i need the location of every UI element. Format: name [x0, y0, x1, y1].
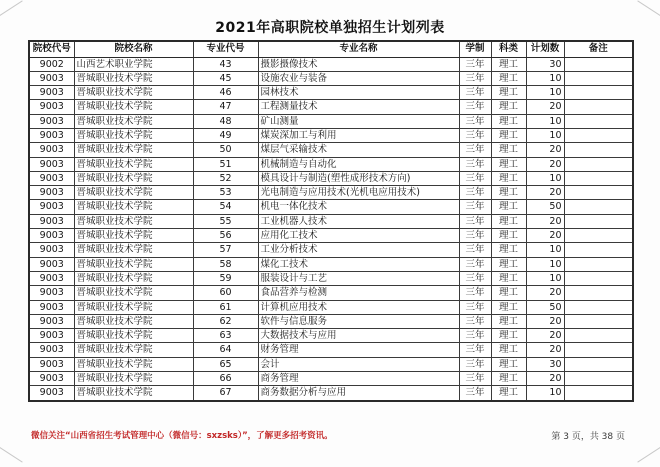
header-plan-count: 计划数 [526, 41, 564, 57]
table-row [29, 314, 633, 328]
table-row [29, 114, 633, 128]
table-row [29, 200, 633, 214]
college-code-cell: 9003 [29, 86, 74, 100]
major-name-cell: 机械制造与自动化 [258, 157, 459, 171]
category-cell: 理工 [491, 171, 526, 185]
major-name-cell: 计算机应用技术 [258, 300, 459, 314]
category-cell: 理工 [491, 286, 526, 300]
major-name-cell: 商务数据分析与应用 [258, 386, 459, 401]
major-code-cell: 58 [193, 257, 258, 271]
remark-cell [564, 100, 633, 114]
major-name-cell: 模具设计与制造(塑性成形技术方向) [258, 171, 459, 185]
plan-count-cell: 10 [526, 257, 564, 271]
college-name-cell: 晋城职业技术学院 [74, 314, 193, 328]
table-row [29, 86, 633, 100]
table-row [29, 386, 633, 401]
duration-cell: 三年 [459, 372, 491, 386]
enrollment-plan-table [28, 40, 634, 402]
major-name-cell: 煤层气采输技术 [258, 143, 459, 157]
major-name-cell: 工程测量技术 [258, 100, 459, 114]
college-name-cell: 晋城职业技术学院 [74, 286, 193, 300]
remark-cell [564, 114, 633, 128]
major-name-cell: 服装设计与工艺 [258, 271, 459, 285]
category-cell: 理工 [491, 100, 526, 114]
college-name-cell: 晋城职业技术学院 [74, 214, 193, 228]
duration-cell: 三年 [459, 286, 491, 300]
major-code-cell: 48 [193, 114, 258, 128]
major-code-cell: 49 [193, 128, 258, 142]
college-code-cell: 9003 [29, 357, 74, 371]
plan-count-cell: 20 [526, 286, 564, 300]
remark-cell [564, 128, 633, 142]
major-code-cell: 62 [193, 314, 258, 328]
plan-count-cell: 20 [526, 143, 564, 157]
duration-cell: 三年 [459, 157, 491, 171]
plan-count-cell: 20 [526, 214, 564, 228]
duration-cell: 三年 [459, 343, 491, 357]
college-code-cell: 9003 [29, 343, 74, 357]
major-name-cell: 矿山测量 [258, 114, 459, 128]
table-row [29, 343, 633, 357]
major-code-cell: 65 [193, 357, 258, 371]
table-row [29, 271, 633, 285]
remark-cell [564, 343, 633, 357]
category-cell: 理工 [491, 57, 526, 71]
duration-cell: 三年 [459, 200, 491, 214]
major-name-cell: 煤炭深加工与利用 [258, 128, 459, 142]
remark-cell [564, 171, 633, 185]
table-row [29, 286, 633, 300]
duration-cell: 三年 [459, 86, 491, 100]
duration-cell: 三年 [459, 214, 491, 228]
plan-count-cell: 20 [526, 229, 564, 243]
page-fold-mark [0, 444, 23, 462]
college-name-cell: 晋城职业技术学院 [74, 128, 193, 142]
remark-cell [564, 300, 633, 314]
footer-wechat-notice: 微信关注“山西省招生考试管理中心（微信号：sxzsks）”，了解更多招考资讯。 [31, 431, 333, 441]
table-row [29, 171, 633, 185]
category-cell: 理工 [491, 300, 526, 314]
college-name-cell: 晋城职业技术学院 [74, 100, 193, 114]
header-major-name: 专业名称 [258, 41, 459, 57]
remark-cell [564, 57, 633, 71]
plan-count-cell: 20 [526, 186, 564, 200]
table-row [29, 71, 633, 85]
major-name-cell: 机电一体化技术 [258, 200, 459, 214]
college-code-cell: 9002 [29, 57, 74, 71]
plan-count-cell: 20 [526, 157, 564, 171]
page-fold-mark [0, 0, 23, 18]
plan-count-cell: 20 [526, 100, 564, 114]
header-category: 科类 [491, 41, 526, 57]
plan-count-cell: 10 [526, 171, 564, 185]
major-code-cell: 54 [193, 200, 258, 214]
duration-cell: 三年 [459, 257, 491, 271]
duration-cell: 三年 [459, 128, 491, 142]
remark-cell [564, 329, 633, 343]
college-name-cell: 晋城职业技术学院 [74, 86, 193, 100]
plan-count-cell: 20 [526, 343, 564, 357]
remark-cell [564, 257, 633, 271]
major-name-cell: 会计 [258, 357, 459, 371]
major-name-cell: 商务管理 [258, 372, 459, 386]
remark-cell [564, 200, 633, 214]
major-code-cell: 50 [193, 143, 258, 157]
page-fold-mark [637, 444, 660, 462]
college-name-cell: 晋城职业技术学院 [74, 243, 193, 257]
category-cell: 理工 [491, 128, 526, 142]
plan-count-cell: 20 [526, 372, 564, 386]
college-code-cell: 9003 [29, 372, 74, 386]
remark-cell [564, 243, 633, 257]
header-college-code: 院校代号 [29, 41, 74, 57]
plan-count-cell: 20 [526, 314, 564, 328]
major-code-cell: 63 [193, 329, 258, 343]
major-code-cell: 56 [193, 229, 258, 243]
college-code-cell: 9003 [29, 157, 74, 171]
remark-cell [564, 314, 633, 328]
college-name-cell: 晋城职业技术学院 [74, 171, 193, 185]
major-code-cell: 61 [193, 300, 258, 314]
duration-cell: 三年 [459, 300, 491, 314]
category-cell: 理工 [491, 86, 526, 100]
plan-count-cell: 10 [526, 243, 564, 257]
table-row [29, 329, 633, 343]
college-code-cell: 9003 [29, 229, 74, 243]
major-name-cell: 大数据技术与应用 [258, 329, 459, 343]
major-code-cell: 46 [193, 86, 258, 100]
college-name-cell: 晋城职业技术学院 [74, 71, 193, 85]
category-cell: 理工 [491, 157, 526, 171]
major-code-cell: 47 [193, 100, 258, 114]
category-cell: 理工 [491, 314, 526, 328]
major-code-cell: 55 [193, 214, 258, 228]
college-name-cell: 晋城职业技术学院 [74, 143, 193, 157]
category-cell: 理工 [491, 329, 526, 343]
duration-cell: 三年 [459, 386, 491, 401]
category-cell: 理工 [491, 114, 526, 128]
remark-cell [564, 357, 633, 371]
remark-cell [564, 186, 633, 200]
major-code-cell: 67 [193, 386, 258, 401]
header-major-code: 专业代号 [193, 41, 258, 57]
major-code-cell: 45 [193, 71, 258, 85]
college-code-cell: 9003 [29, 100, 74, 114]
major-name-cell: 光电制造与应用技术(光机电应用技术) [258, 186, 459, 200]
college-code-cell: 9003 [29, 286, 74, 300]
college-name-cell: 晋城职业技术学院 [74, 114, 193, 128]
header-college-name: 院校名称 [74, 41, 193, 57]
major-code-cell: 59 [193, 271, 258, 285]
plan-count-cell: 50 [526, 300, 564, 314]
table-row [29, 243, 633, 257]
duration-cell: 三年 [459, 186, 491, 200]
college-code-cell: 9003 [29, 186, 74, 200]
remark-cell [564, 286, 633, 300]
duration-cell: 三年 [459, 100, 491, 114]
college-name-cell: 晋城职业技术学院 [74, 386, 193, 401]
category-cell: 理工 [491, 143, 526, 157]
major-name-cell: 食品营养与检测 [258, 286, 459, 300]
remark-cell [564, 86, 633, 100]
major-code-cell: 53 [193, 186, 258, 200]
college-name-cell: 山西艺术职业学院 [74, 57, 193, 71]
remark-cell [564, 71, 633, 85]
major-code-cell: 51 [193, 157, 258, 171]
remark-cell [564, 214, 633, 228]
college-name-cell: 晋城职业技术学院 [74, 372, 193, 386]
category-cell: 理工 [491, 257, 526, 271]
category-cell: 理工 [491, 357, 526, 371]
plan-count-cell: 10 [526, 86, 564, 100]
major-name-cell: 软件与信息服务 [258, 314, 459, 328]
major-code-cell: 60 [193, 286, 258, 300]
major-name-cell: 摄影摄像技术 [258, 57, 459, 71]
category-cell: 理工 [491, 386, 526, 401]
category-cell: 理工 [491, 229, 526, 243]
major-code-cell: 52 [193, 171, 258, 185]
category-cell: 理工 [491, 71, 526, 85]
college-name-cell: 晋城职业技术学院 [74, 300, 193, 314]
major-name-cell: 财务管理 [258, 343, 459, 357]
category-cell: 理工 [491, 186, 526, 200]
header-duration: 学制 [459, 41, 491, 57]
plan-count-cell: 10 [526, 128, 564, 142]
college-name-cell: 晋城职业技术学院 [74, 329, 193, 343]
category-cell: 理工 [491, 343, 526, 357]
duration-cell: 三年 [459, 114, 491, 128]
table-row [29, 229, 633, 243]
table-row [29, 143, 633, 157]
plan-count-cell: 10 [526, 386, 564, 401]
college-code-cell: 9003 [29, 143, 74, 157]
remark-cell [564, 386, 633, 401]
plan-count-cell: 30 [526, 57, 564, 71]
table-row [29, 157, 633, 171]
table-header-row [29, 41, 633, 57]
plan-count-cell: 10 [526, 114, 564, 128]
remark-cell [564, 143, 633, 157]
major-code-cell: 64 [193, 343, 258, 357]
plan-count-cell: 10 [526, 271, 564, 285]
duration-cell: 三年 [459, 314, 491, 328]
category-cell: 理工 [491, 214, 526, 228]
college-name-cell: 晋城职业技术学院 [74, 257, 193, 271]
category-cell: 理工 [491, 271, 526, 285]
college-code-cell: 9003 [29, 300, 74, 314]
major-name-cell: 煤化工技术 [258, 257, 459, 271]
duration-cell: 三年 [459, 271, 491, 285]
college-code-cell: 9003 [29, 200, 74, 214]
college-code-cell: 9003 [29, 71, 74, 85]
category-cell: 理工 [491, 372, 526, 386]
remark-cell [564, 271, 633, 285]
duration-cell: 三年 [459, 171, 491, 185]
plan-count-cell: 50 [526, 200, 564, 214]
remark-cell [564, 372, 633, 386]
college-code-cell: 9003 [29, 271, 74, 285]
college-name-cell: 晋城职业技术学院 [74, 157, 193, 171]
header-remark: 备注 [564, 41, 633, 57]
college-code-cell: 9003 [29, 257, 74, 271]
major-code-cell: 66 [193, 372, 258, 386]
category-cell: 理工 [491, 243, 526, 257]
college-name-cell: 晋城职业技术学院 [74, 357, 193, 371]
table-row [29, 214, 633, 228]
category-cell: 理工 [491, 200, 526, 214]
college-code-cell: 9003 [29, 314, 74, 328]
plan-count-cell: 30 [526, 357, 564, 371]
college-code-cell: 9003 [29, 329, 74, 343]
duration-cell: 三年 [459, 57, 491, 71]
plan-count-cell: 10 [526, 71, 564, 85]
table-row [29, 357, 633, 371]
major-name-cell: 工业分析技术 [258, 243, 459, 257]
major-code-cell: 43 [193, 57, 258, 71]
college-code-cell: 9003 [29, 386, 74, 401]
page-title: 2021年高职院校单独招生计划列表 [215, 20, 445, 36]
college-code-cell: 9003 [29, 171, 74, 185]
duration-cell: 三年 [459, 329, 491, 343]
college-name-cell: 晋城职业技术学院 [74, 186, 193, 200]
table-row [29, 186, 633, 200]
college-code-cell: 9003 [29, 214, 74, 228]
plan-count-cell: 20 [526, 329, 564, 343]
duration-cell: 三年 [459, 357, 491, 371]
college-code-cell: 9003 [29, 114, 74, 128]
remark-cell [564, 229, 633, 243]
table-row [29, 300, 633, 314]
college-name-cell: 晋城职业技术学院 [74, 229, 193, 243]
college-code-cell: 9003 [29, 243, 74, 257]
college-code-cell: 9003 [29, 128, 74, 142]
major-name-cell: 园林技术 [258, 86, 459, 100]
major-name-cell: 应用化工技术 [258, 229, 459, 243]
table-row [29, 57, 633, 71]
table-row [29, 100, 633, 114]
table-row [29, 372, 633, 386]
college-name-cell: 晋城职业技术学院 [74, 271, 193, 285]
major-name-cell: 设施农业与装备 [258, 71, 459, 85]
remark-cell [564, 157, 633, 171]
major-code-cell: 57 [193, 243, 258, 257]
table-row [29, 257, 633, 271]
duration-cell: 三年 [459, 143, 491, 157]
duration-cell: 三年 [459, 243, 491, 257]
table-row [29, 128, 633, 142]
page-fold-mark [637, 0, 660, 18]
duration-cell: 三年 [459, 229, 491, 243]
duration-cell: 三年 [459, 71, 491, 85]
college-name-cell: 晋城职业技术学院 [74, 343, 193, 357]
college-name-cell: 晋城职业技术学院 [74, 200, 193, 214]
footer-page-number: 第 3 页，共 38 页 [551, 432, 625, 442]
major-name-cell: 工业机器人技术 [258, 214, 459, 228]
